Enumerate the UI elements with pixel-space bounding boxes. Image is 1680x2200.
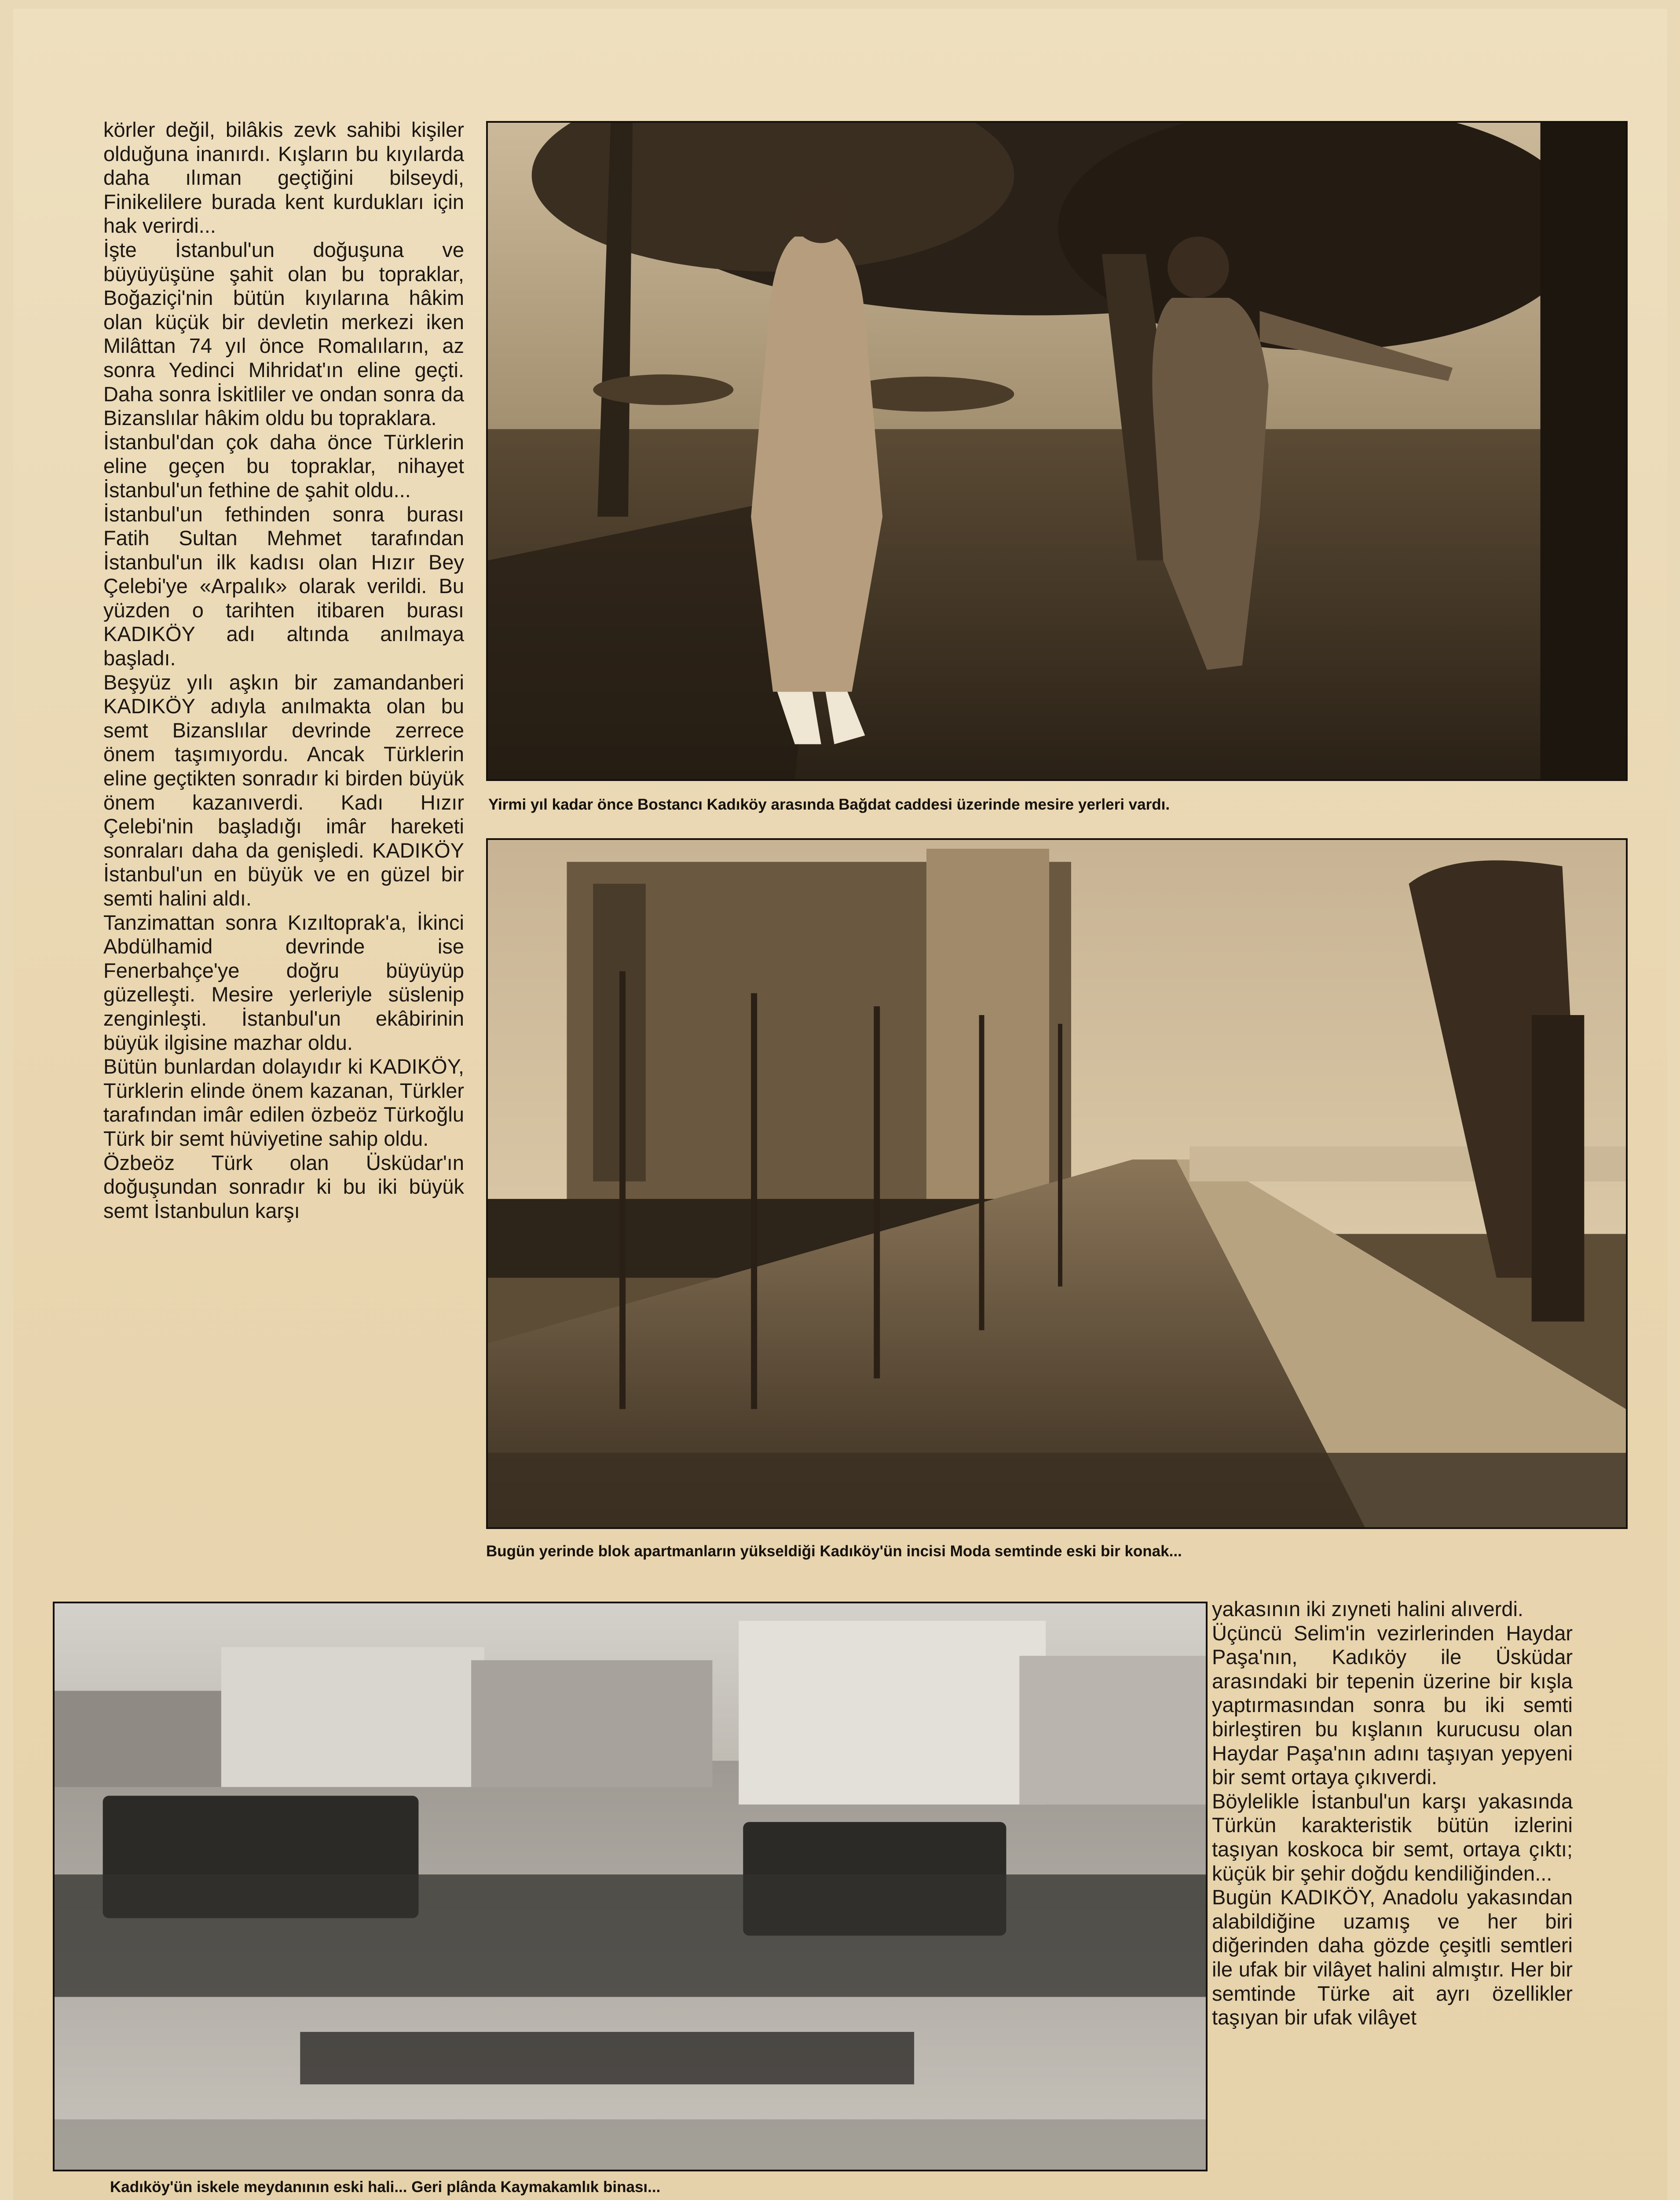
park-photo-illustration	[488, 123, 1626, 779]
paragraph: Tanzimattan sonra Kızıltoprak'a, İkinci Abdülhamid devrinde ise Fenerbahçe'ye doğru büyüyüp güzelleşti. Mesire yerleriyle süslenip zenginleşti. İstanbul'un ekâbirinin büyük ilgisine mazhar oldu.	[103, 910, 464, 1054]
photo-moda-street	[486, 838, 1628, 1529]
paragraph: Bütün bunlardan dolayıdır ki KADIKÖY, Türklerin elinde önem kazanan, Türkler tarafından imâr edilen özbeöz Türkoğlu Türk bir semt hüviyetine sahip oldu.	[103, 1055, 464, 1150]
paragraph: İstanbul'dan çok daha önce Türklerin eline geçen bu topraklar, nihayet İstanbul'un fethine de şahit oldu...	[103, 430, 464, 502]
paragraph: İşte İstanbul'un doğuşuna ve büyüyüşüne şahit olan bu topraklar, Boğaziçi'nin bütün kıyılarına hâkim olan küçük bir devletin merkezi iken Milâttan 74 yıl önce Romalıların, az sonra Yedinci Mihridat'ın eline geçti. Daha sonra İskitliler ve ondan sonra da Bizanslılar hâkim oldu bu topraklara.	[103, 238, 464, 430]
paragraph: körler değil, bilâkis zevk sahibi kişiler olduğuna inanırdı. Kışların bu kıyılarda daha ılıman geçtiğini bilseydi, Finikelilere burada kent kurdukları için hak verirdi...	[103, 118, 464, 238]
paragraph: yakasının iki zıyneti halini alıverdi.	[1212, 1597, 1523, 1621]
paragraph: Özbeöz Türk olan Üsküdar'ın doğuşundan sonradır ki bu iki büyük semt İstanbulun karşı	[103, 1151, 464, 1222]
paragraph: Üçüncü Selim'in vezirlerinden Haydar Paşa'nın, Kadıköy ile Üsküdar arasındaki bir tepenin üzerine bir kışla yaptırmasından sonra bu iki semti birleştiren bu kışlanın kurucusu olan Haydar Paşa'nın adını taşıyan yepyeni bir semt ortaya çıkıverdi.	[1212, 1621, 1573, 1789]
paragraph: Bugün KADIKÖY, Anadolu yakasından alabildiğine uzamış ve her biri diğerinden daha gözde çeşitli semtleri ile ufak bir vilâyet halini almıştır. Her bir semtinde Türke ait ayrı özellikler taşıyan bir ufak vilâyet	[1212, 1885, 1573, 2029]
photo-caption: Bugün yerinde blok apartmanların yükseldiği Kadıköy'ün incisi Moda semtinde eski bir konak...	[486, 1543, 1182, 1560]
photo-caption: Kadıköy'ün iskele meydanının eski hali... Geri plânda Kaymakamlık binası...	[110, 2178, 661, 2196]
paragraph: Beşyüz yılı aşkın bir zamandanberi KADIKÖY adıyla anılmakta olan bu semt Bizanslılar devrinde zerrece önem taşımıyordu. Ancak Türklerin eline geçtikten sonradır ki birden büyük önem kazanıverdi. Kadı Hızır Çelebi'nin başladığı imâr hareketi sonraları daha da genişledi. KADIKÖY İstanbul'un en büyük ve en güzel bir semti halini aldı.	[103, 670, 464, 910]
street-photo-illustration	[488, 840, 1626, 1527]
square-photo-illustration	[55, 1603, 1206, 2170]
right-text-column	[1212, 1597, 1573, 2030]
left-text-column	[103, 118, 464, 1223]
photo-women-in-park	[486, 121, 1628, 781]
paragraph: İstanbul'un fethinden sonra burası Fatih Sultan Mehmet tarafından İstanbul'un ilk kadısı olan Hızır Bey Çelebi'ye «Arpalık» olarak verildi. Bu yüzden o tarihten itibaren burası KADIKÖY adı altında anılmaya başladı.	[103, 502, 464, 670]
photo-caption: Yirmi yıl kadar önce Bostancı Kadıköy arasında Bağdat caddesi üzerinde mesire yerleri vardı.	[488, 796, 1170, 813]
photo-kadikoy-pier-square	[53, 1602, 1208, 2171]
paragraph: Böylelikle İstanbul'un karşı yakasında Türkün karakteristik bütün izlerini taşıyan koskoca bir semt, ortaya çıktı; küçük bir şehir doğdu kendiliğinden...	[1212, 1789, 1573, 1885]
